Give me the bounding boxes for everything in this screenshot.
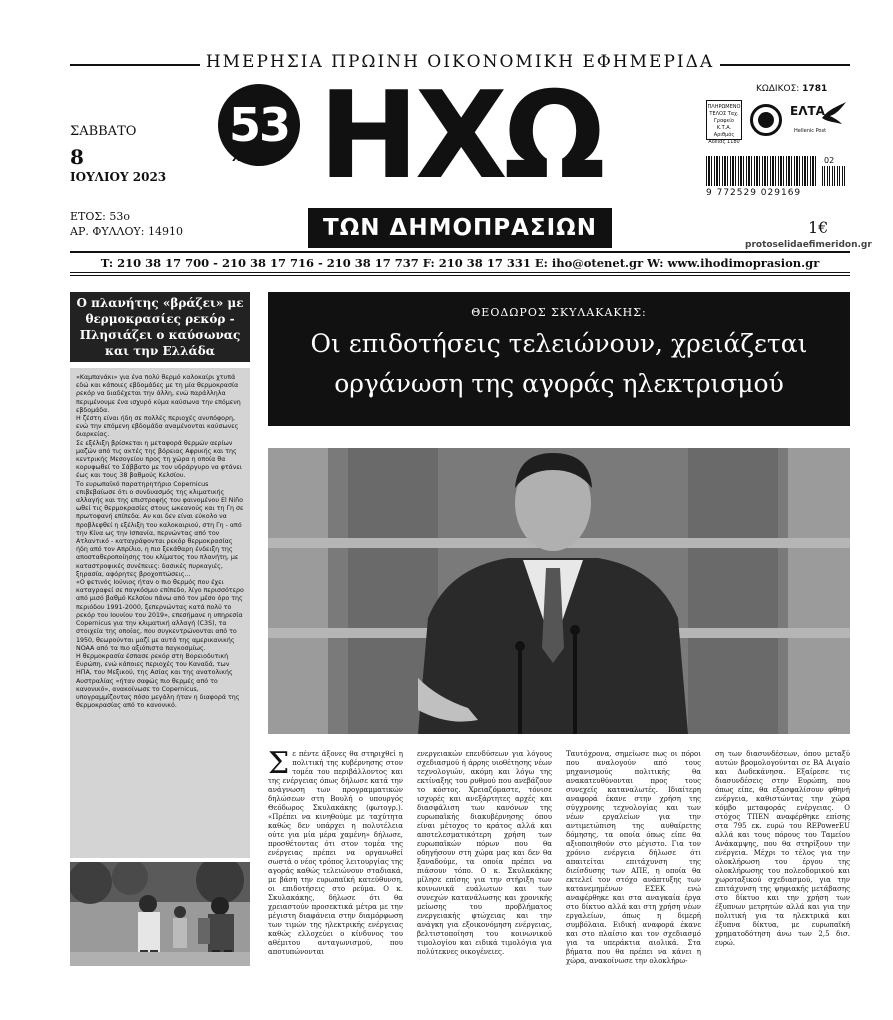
seal-icon (750, 104, 782, 136)
watermark: protoselidaefimeridon.gr (745, 240, 872, 250)
article-column-1 (268, 750, 403, 972)
article-column-3: Ταυτόχρονα, σημείωσε πως οι πόροι που αναλογούν από τους μηχανισμούς πολιτικής θα ανακατευθύνονται προς τους συνεχείς καταναλωτές. Ιδιαίτερη αναφορά έκανε στην χρήση της σύγχρονης τεχνολογίας και των νέων εργαλείων για την αντιμετώπιση της αυθαίρετης δόμησης, τα οποία όπως είπε θα αξιοποιηθούν στο μέγιστο. Για τον χρόνιο ενέργεια δήλωσε ότι απαιτείται επιτάχυνση της διείσδυσης των ΑΠΕ, η οποία θα εκτελεί τον στόχο ανάπτυξης των κατανεμημένων ΕΣΕΚ ενώ αναφέρθηκε και στα αναγκαία έργα στο δίκτυο αλλά και στη χρήση νέων εργαλείων, όπως η διμερή συμβόλαια. Ειδική αναφορά έκανε και στο πλαίσιο και τον σχεδιασμό για τα υπεράκτια αιολικά. Στα βήματα που θα πρέπει να κάνει η χώρα, ανακοίνωσε την ολοκλήρω- (566, 750, 701, 965)
anniversary-badge: 53 (218, 84, 300, 166)
issue-date-number: 8 (70, 145, 84, 169)
issue-day: ΣΑΒΒΑΤΟ (70, 124, 137, 139)
code-label: ΚΩΔΙΚΟΣ: 1781 (756, 84, 828, 94)
barcode-addon-number: 02 (824, 156, 835, 165)
headline-line-2: οργάνωση της αγοράς ηλεκτρισμού (334, 369, 784, 398)
dropcap: Σ (268, 750, 290, 781)
sidebar-paragraph: Η ζέστη είναι ήδη σε πολλές περιοχές ανυπόφορη, ενώ την επόμενη εβδομάδα αναμένονται καύσωνες διαρκείας. (76, 415, 239, 439)
contact-rule-top (70, 251, 850, 253)
headline-line-1: Οι επιδοτήσεις τελειώνουν, χρειάζεται (310, 329, 808, 358)
contact-rule-bottom-2 (70, 275, 850, 276)
headline-byline: ΘΕΟΔΩΡΟΣ ΣΚΥΛΑΚΑΚΗΣ: (471, 306, 647, 319)
issue-number: ΑΡ. ΦΥΛΛΟΥ: 14910 (70, 225, 183, 238)
anniversary-label: ΧΡΟΝΙΑ (232, 151, 280, 164)
bird-icon (820, 100, 848, 126)
newspaper-logo-subtitle: ΤΩΝ ΔΗΜΟΠΡΑΣΙΩΝ (308, 208, 612, 248)
issue-year: ΕΤΟΣ: 53ο (70, 210, 130, 223)
heatwave-photo (70, 862, 250, 966)
sidebar-headline: Ο πλανήτης «βράζει» με θερμοκρασίες ρεκόρ - Πλησιάζει ο καύσωνας και την Ελλάδα (70, 292, 250, 362)
contact-rule-bottom (70, 272, 850, 273)
issue-month-year: ΙΟΥΛΙΟΥ 2023 (70, 170, 167, 184)
sidebar-paragraph: «Καμπανάκι» για ένα πολύ θερμό καλοκαίρι χτυπά εδώ και κάποιες εβδομάδες με τη μία θερμοκρασία ρεκόρ να διαδέχεται την άλλη, ενώ παράλληλα περιμένουμε ένα ισχυρό κύμα καύσωνα την επόμενη εβδομάδα. (76, 374, 241, 414)
newspaper-logo: ΗΧΩ (318, 67, 602, 206)
postage-paid-box: ΠΛΗΡΩΜΕΝΟ ΤΕΛΟΣ Ταχ. Γραφείο Κ.Τ.Α. Αριθμός Άδειας 1180 (706, 100, 742, 140)
barcode (706, 156, 816, 186)
article-column-2: ενεργειακών επενδύσεων για λόγους σχεδιασμού ή άρρης υιοθέτησης νέων τεχνολογιών, ακόμη και λόγω της εκτίναξης του ρυθμού που ανεβάζουν το κόστος. Χρειαζόμαστε, τόνισε ισχυρές και ανεξάρτητες αρχές και διασφάλιση των κανόνων της ευρωπαϊκής διακυβέρνησης όπου είναι μέτοχος το κράτος αλλά και αποτελεσματικότερη χρήση των ευρωπαϊκών πόρων που θα οδηγήσουν στη χώρα μας και δεν θα ξαναδούμε, τα οποία πρέπει να πιάσουν τόπο. Ο κ. Σκυλακάκης μίλησε επίσης για την στήριξη των κοινωνικά ευάλωτων και των συνεχών κατανάλωσης και χρονικής μείωσης του προβλήματος ενεργειακής φτώχειας και την ανάγκη για εξοικονόμηση ενέργειας, βελτιστοποίηση του κοινωνικού τιμολογίου και ειδικά τιμολόγια για πολύτεκνες οικογένειες. (417, 750, 552, 956)
barcode-addon (822, 166, 846, 186)
elta-logo: ΕΛΤΑ (790, 104, 825, 118)
headline-title (268, 324, 850, 404)
contact-line: T: 210 38 17 700 - 210 38 17 716 - 210 38 17 737 F: 210 38 17 331 E: iho@otenet.gr W: www.ihodimoprasion.gr (100, 256, 820, 270)
sidebar-article (70, 368, 250, 858)
sidebar-paragraph: Το ευρωπαϊκό παρατηρητήριο Copernicus επιβεβαίωσε ότι ο συνδυασμός της κλιματικής αλλαγής και της επιστροφής του φαινομένου El Niño ωθεί τις θερμοκρασίες στους ωκεανούς και τη Γη σε πρωτοφανή επίπεδα. Αν και δεν είναι εύκολο να προβλεφθεί η εξέλιξη του καλοκαιριού, στη Γη - από την Κίνα ως την Ισπανία, περνώντας από τον Ατλαντικό - καταγράφονται ρεκόρ θερμοκρασίας ήδη από τον Απρίλιο, η πιο ξεκάθαρη ένδειξη της αποσταθεροποίησης του κλίματος του πλανήτη, με καταστροφικές συνέπειες: δασικές πυρκαγιές, ξηρασία, αφόρητες βροχοπτώσεις... (76, 480, 244, 578)
main-headline-box (268, 292, 850, 426)
sidebar-paragraph: Σε εξέλιξη βρίσκεται η μεταφορά θερμών αερίων μαζών από τις ακτές της βόρειας Αφρικής και της κεντρικής Μεσογείου προς τη χώρα η οποία θα κορυφωθεί το Σάββατο με τον υδράργυρο να φτάνει έως και τους 38 βαθμούς Κελσίου. (76, 439, 242, 480)
minister-photo (268, 448, 850, 734)
article-column-4: ση των διασυνδέσεων, όπου μεταξύ αυτών βρομολογούνται σε ΒΑ Αιγαίο και Δωδεκάνησα. Εξαίρεσε τις διασυνδέσεις στην Ευρώπη, που όπως είπε, θα εξασφαλίσουν φθηνή ενέργεια, καθιστώντας την χώρα κόμβο μεταφοράς ενέργειας. Ο στόχος ΤΠΕΝ αναφέρθηκε επίσης στα 795 εκ. ευρώ του REPowerEU αλλά και τους πόρους του Ταμείου Ανάκαμψης, που θα στηρίξουν την ενέργεια. Μέχρι το τέλος για την ολοκλήρωση του έργου της ολοκλήρωσης του πολεοδομικού και χωροταξικού σχεδιασμού, για την επιτάχυνση της ψηφιακής μετάβασης στο δίκτυο και την χρήση των έξυπνων μετρητών αλλά και για την πολιτική για τα ηλεκτρικά και έξυπνα δίκτυα, με ευρωπαϊκή χρηματοδότηση άνω των 2,5 δισ. ευρώ. (715, 750, 850, 947)
sidebar-paragraph: «Ο φετινός Ιούνιος ήταν ο πιο θερμός που έχει καταγραφεί σε παγκόσμιο επίπεδο, λίγο περισσότερο από μισό βαθμό Κελσίου πάνω από τον μέσο όρο της περιόδου 1991-2000, ξεπερνώντας κατά πολύ το ρεκόρ του Ιουνίου του 2019», επεσήμανε η υπηρεσία Copernicus για την κλιματική αλλαγή (C3S), τα στοιχεία της οποίας, που συγκεντρώνονται από το 1950, θεωρούνται μαζί με αυτά της αμερικανικής NOAA από τα πιο αξιόπιστα παγκοσμίως. (76, 579, 244, 652)
price: 1€ (808, 218, 829, 237)
elta-subtitle: Hellenic Post (794, 128, 827, 134)
barcode-number: 9 772529 029169 (706, 188, 802, 198)
sidebar-paragraph: Η θερμοκρασία έσπασε ρεκόρ στη Βορειοδυτική Ευρώπη, ενώ κάποιες περιοχές του Καναδά, των ΗΠΑ, του Μεξικού, της Ασίας και της ανατολικής Αυστραλίας «ήταν σαφώς πιο θερμές από το κανονικό», ανακοίνωσε το Copernicus, υπογραμμίζοντας πόσο μεγάλη ήταν η διαφορά της θερμοκρασίας από το κανονικό. (76, 652, 240, 710)
masthead-tagline: ΗΜΕΡΗΣΙΑ ΠΡΩΙΝΗ ΟΙΚΟΝΟΜΙΚΗ ΕΦΗΜΕΡΙΔΑ (205, 52, 715, 72)
column-1-text: ε πέντε άξονες θα στηριχθεί η πολιτική της κυβέρνησης στον τομέα του περιβάλλοντος και της ενέργειας όπως δήλωσε κατά την ανάγνωση των προγραμματικών δηλώσεων στη Βουλή ο υπουργός Θεόδωρος Σκυλακάκης (φωτογρ.). «Πρέπει να κινηθούμε με ταχύτητα καθώς δεν υπάρχει η πολυτέλεια ούτε για μία μέρα χαμένη» δήλωσε, προσθέτοντας ότι στον τομέα της ενέργειας πρέπει να οργανωθεί σωστά ο νέος τρόπος λειτουργίας της αγοράς καθώς τελειώνουν σταδιακά, με βάση την ευρωπαϊκή κατεύθυνση, οι επιδοτήσεις στο ρεύμα. Ο κ. Σκυλακάκης, δήλωσε ότι θα χρειαστούν προσεκτικά μέτρα με την μέγιστη διαφάνεια στην διαμόρφωση των τιμών της ηλεκτρικής ενέργειας καθώς ελλοχεύει ο κίνδυνος του αθέμιτου ανταγωνισμού, που αποτυπώνονται (268, 750, 403, 956)
